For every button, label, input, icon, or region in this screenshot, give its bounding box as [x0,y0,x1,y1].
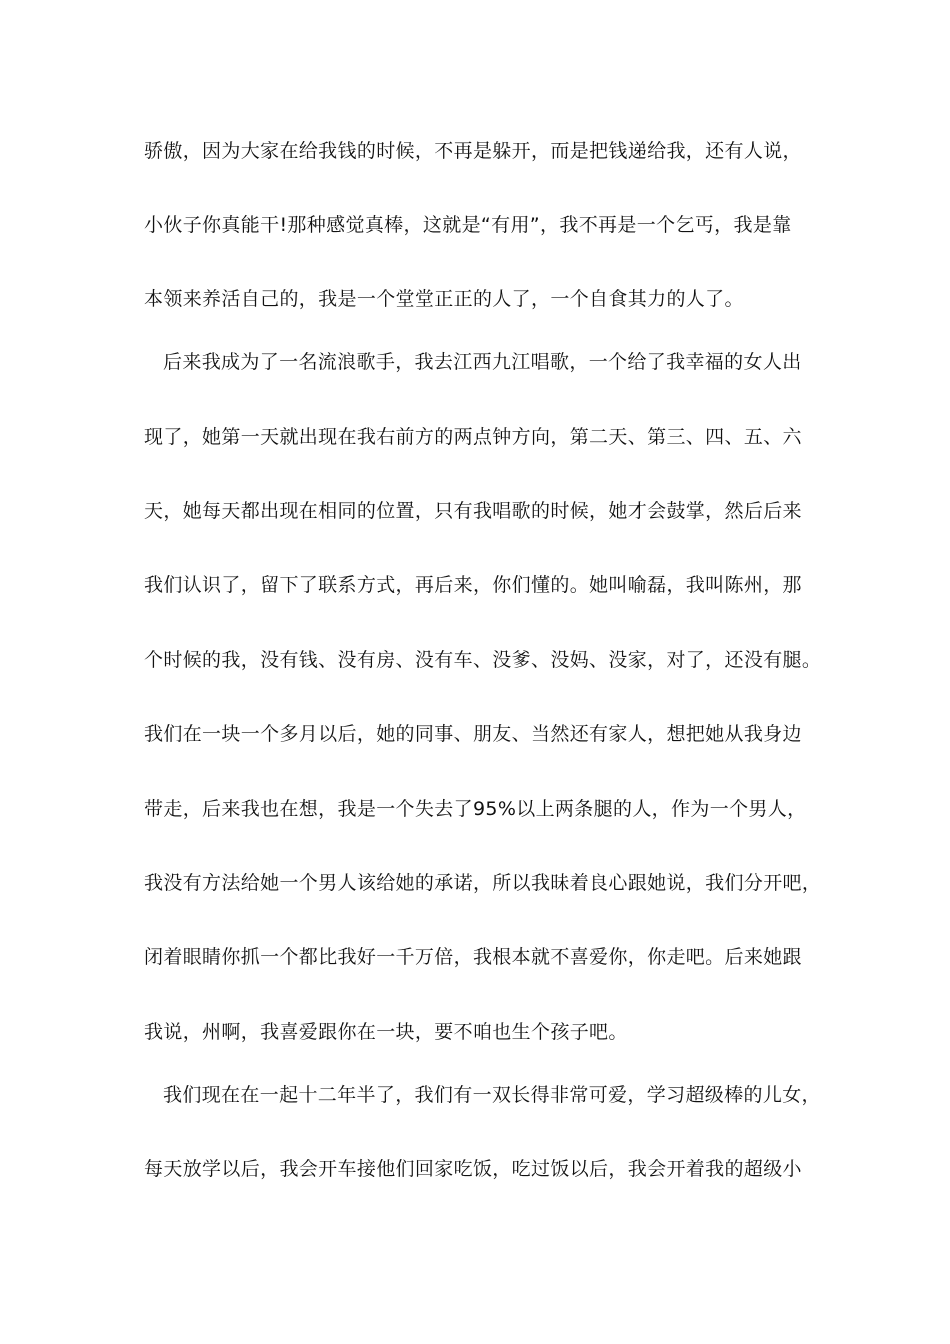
text-line: 带走，后来我也在想，我是一个失去了95%以上两条腿的人，作为一个男人， [144,798,807,820]
text-line: 我们在一块一个多月以后，她的同事、朋友、当然还有家人，想把她从我身边 [144,723,802,745]
text-line: 个时候的我，没有钱、没有房、没有车、没爹、没妈、没家，对了，还没有腿。 [144,649,822,671]
paragraph-first-line: 我们现在在一起十二年半了，我们有一双长得非常可爱，学习超级棒的儿女， [163,1084,821,1106]
text-line: 小伙子你真能干!那种感觉真棒，这就是“有用”，我不再是一个乞丐，我是靠 [144,214,792,236]
text-line: 本领来养活自己的，我是一个堂堂正正的人了，一个自食其力的人了。 [144,288,744,310]
text-line: 骄傲，因为大家在给我钱的时候，不再是躲开，而是把钱递给我，还有人说， [144,140,802,162]
text-line: 我们认识了，留下了联系方式，再后来，你们懂的。她叫喻磊，我叫陈州，那 [144,574,802,596]
text-line: 我说，州啊，我喜爱跟你在一块，要不咱也生个孩子吧。 [144,1021,628,1043]
paragraph-first-line: 后来我成为了一名流浪歌手，我去江西九江唱歌，一个给了我幸福的女人出 [163,351,802,373]
text-line: 天，她每天都出现在相同的位置，只有我唱歌的时候，她才会鼓掌，然后后来 [144,500,802,522]
text-line: 每天放学以后，我会开车接他们回家吃饭，吃过饭以后，我会开着我的超级小 [144,1158,802,1180]
text-line: 现了，她第一天就出现在我右前方的两点钟方向，第二天、第三、四、五、六 [144,426,802,448]
text-line: 闭着眼睛你抓一个都比我好一千万倍，我根本就不喜爱你，你走吧。后来她跟 [144,946,802,968]
text-line: 我没有方法给她一个男人该给她的承诺，所以我昧着良心跟她说，我们分开吧， [144,872,822,894]
